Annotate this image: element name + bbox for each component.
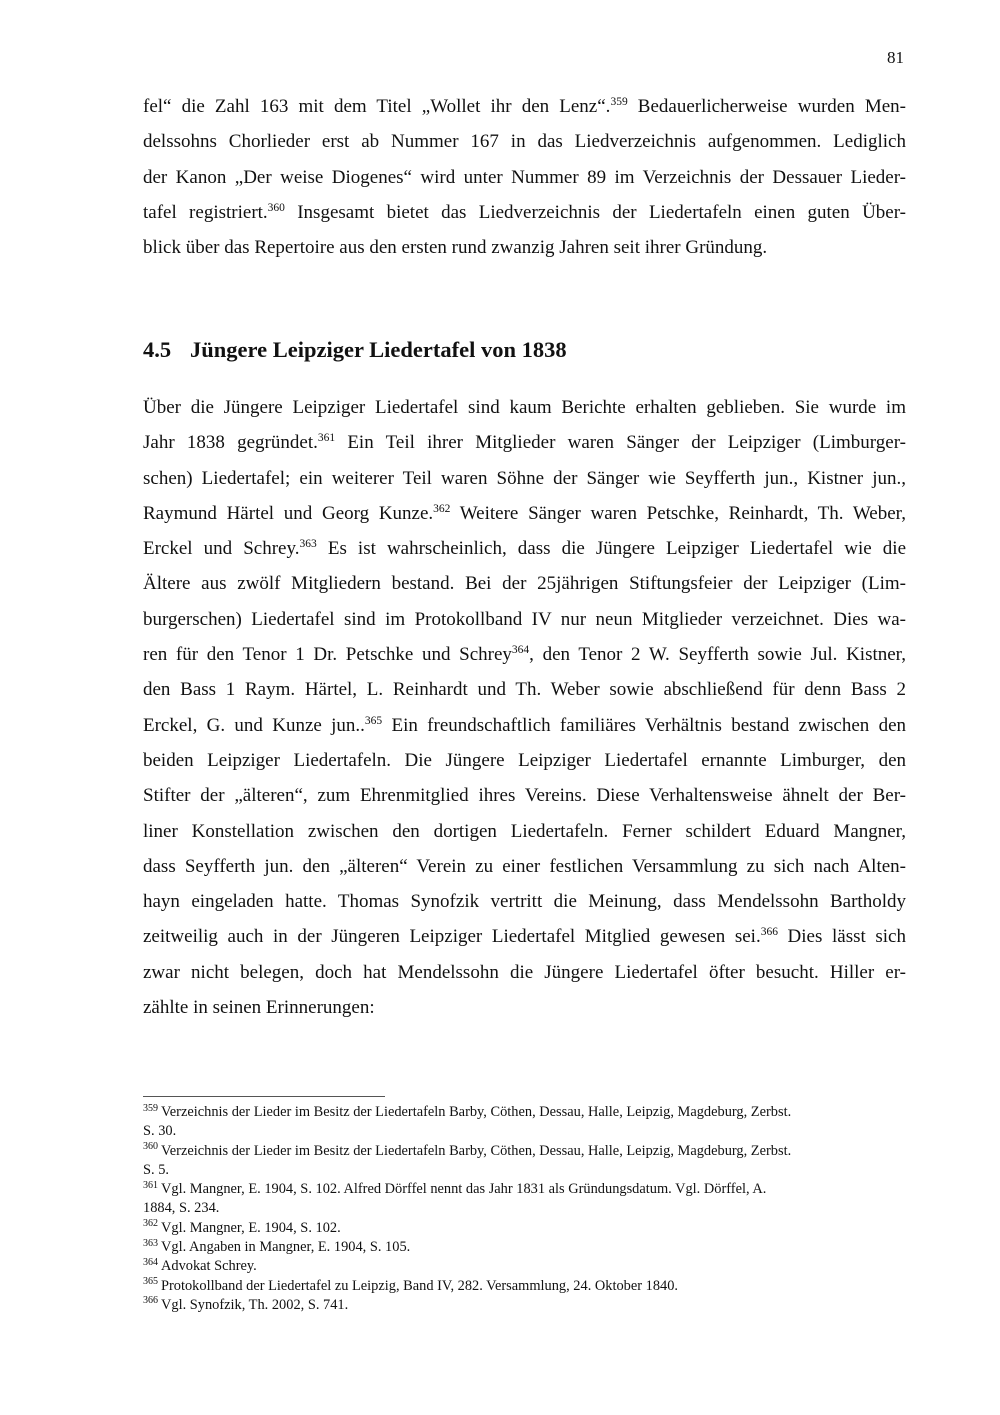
- footnote-line: [143, 1257, 906, 1276]
- text-run: zählte in seinen Erinnerungen:: [143, 997, 375, 1019]
- footnote-line: [143, 1199, 906, 1218]
- text-run: zeitweilig auch in der Jüngeren Leipziger Liedertafel Mitglied gewesen sei.: [143, 926, 761, 948]
- footnote-marker[interactable]: 364: [511, 643, 530, 656]
- text-line: [143, 884, 906, 919]
- text-run: dass Seyfferth jun. den „älteren“ Verein zu einer festlichen Versammlung zu sich nach Alten-: [143, 855, 906, 877]
- paragraph-continuation: [143, 89, 906, 265]
- section-title: Jüngere Leipziger Liedertafel von 1838: [190, 337, 567, 362]
- text-line: [143, 955, 906, 990]
- text-run: Erckel, G. und Kunze jun..: [143, 714, 365, 736]
- text-run: Erckel und Schrey.: [143, 538, 300, 560]
- text-run: burgerschen) Liedertafel sind im Protokollband IV nur neun Mitglieder verzeichnet. Dies wa-: [143, 608, 906, 630]
- footnote-marker[interactable]: 361: [317, 432, 336, 445]
- footnote-text: Verzeichnis der Lieder im Besitz der Liedertafeln Barby, Cöthen, Dessau, Halle, Leipzig, Magdeburg, Zerbst.: [161, 1142, 792, 1159]
- text-line: [143, 602, 906, 637]
- text-run: tafel registriert.: [143, 201, 268, 223]
- footnote-marker[interactable]: 365: [364, 714, 383, 727]
- text-run: blick über das Repertoire aus den ersten rund zwanzig Jahren seit ihrer Gründung.: [143, 237, 768, 259]
- text-run: den Bass 1 Raym. Härtel, L. Reinhardt und Th. Weber sowie abschließend für denn Bass 2: [143, 679, 906, 701]
- footnote-line: [143, 1296, 906, 1315]
- text-line: [143, 919, 906, 954]
- footnote-number: 361: [143, 1179, 158, 1191]
- footnote-text: Verzeichnis der Lieder im Besitz der Liedertafeln Barby, Cöthen, Dessau, Halle, Leipzig, Magdeburg, Zerbst.: [161, 1104, 792, 1120]
- text-run: Ein Teil ihrer Mitglieder waren Sänger der Leipziger (Limburger-: [335, 432, 906, 454]
- footnote-line: [143, 1238, 906, 1257]
- footnote-text: Advokat Schrey.: [161, 1258, 257, 1275]
- text-line: [143, 425, 906, 460]
- footnote-number: 364: [143, 1256, 158, 1268]
- text-line: [143, 743, 906, 778]
- footnote-line: [143, 1277, 906, 1296]
- text-line: [143, 566, 906, 601]
- text-run: Stifter der „älteren“, zum Ehrenmitglied ihres Vereins. Diese Verhaltensweise ähnelt der Ber-: [143, 785, 906, 807]
- footnote-line: [143, 1161, 906, 1180]
- text-line: [143, 849, 906, 884]
- footnote-line: [143, 1103, 906, 1122]
- text-line: [143, 124, 906, 159]
- footnote-line: [143, 1122, 906, 1141]
- footnote-number: 365: [143, 1276, 158, 1288]
- text-line: [143, 708, 906, 743]
- text-run: , den Tenor 2 W. Seyfferth sowie Jul. Kistner,: [529, 644, 906, 666]
- text-run: zwar nicht belegen, doch hat Mendelssohn die Jüngere Liedertafel öfter besucht. Hiller er-: [143, 961, 906, 983]
- footnote-number: 362: [143, 1218, 158, 1230]
- footnote-divider: [143, 1096, 385, 1097]
- footnote-text: Protokollband der Liedertafel zu Leipzig, Band IV, 282. Versammlung, 24. Oktober 1840.: [161, 1277, 679, 1294]
- text-line: [143, 531, 906, 566]
- footnotes: [143, 1103, 906, 1315]
- text-run: schen) Liedertafel; ein weiterer Teil waren Söhne der Sänger wie Seyfferth jun., Kistner jun.,: [143, 467, 906, 489]
- text-run: Weitere Sänger waren Petschke, Reinhardt, Th. Weber,: [450, 502, 906, 524]
- text-line: [143, 89, 906, 124]
- text-line: [143, 195, 906, 230]
- text-line: [143, 390, 906, 425]
- text-line: [143, 990, 906, 1025]
- text-line: [143, 230, 906, 265]
- text-line: [143, 496, 906, 531]
- section-heading: [143, 337, 567, 363]
- footnote-line: [143, 1219, 906, 1238]
- text-line: [143, 160, 906, 195]
- footnote-text: S. 30.: [143, 1123, 177, 1140]
- footnote-marker[interactable]: 360: [267, 201, 285, 214]
- text-run: delssohns Chorlieder erst ab Nummer 167 in das Liedverzeichnis aufgenommen. Lediglich: [143, 131, 906, 153]
- text-run: hayn eingeladen hatte. Thomas Synofzik vertritt die Meinung, dass Mendelssohn Bartholdy: [143, 891, 906, 913]
- text-run: fel“ die Zahl 163 mit dem Titel „Wollet ihr den Lenz“.: [143, 96, 611, 117]
- text-run: beiden Leipziger Liedertafeln. Die Jüngere Leipziger Liedertafel ernannte Limburger, den: [143, 749, 906, 771]
- text-run: Über die Jüngere Leipziger Liedertafel sind kaum Berichte erhalten geblieben. Sie wurde im: [143, 397, 906, 418]
- text-line: [143, 814, 906, 849]
- page-number: 81: [887, 48, 904, 67]
- text-run: Jahr 1838 gegründet.: [143, 432, 318, 454]
- text-run: Ältere aus zwölf Mitgliedern bestand. Bei der 25jährigen Stiftungsfeier der Leipziger (Lim-: [143, 573, 906, 595]
- text-run: der Kanon „Der weise Diogenes“ wird unter Nummer 89 im Verzeichnis der Dessauer Lieder-: [143, 166, 906, 188]
- footnote-number: 363: [143, 1237, 158, 1249]
- text-run: Es ist wahrscheinlich, dass die Jüngere Leipziger Liedertafel wie die: [316, 538, 907, 560]
- text-run: Dies lässt sich: [777, 926, 906, 948]
- footnote-number: 360: [143, 1141, 158, 1153]
- text-run: Ein freundschaftlich familiäres Verhältnis bestand zwischen den: [382, 714, 907, 736]
- footnote-text: 1884, S. 234.: [143, 1200, 220, 1217]
- footnote-line: [143, 1142, 906, 1161]
- text-run: ren für den Tenor 1 Dr. Petschke und Schrey: [143, 644, 512, 666]
- footnote-text: Vgl. Synofzik, Th. 2002, S. 741.: [161, 1296, 349, 1313]
- footnote-marker[interactable]: 363: [299, 538, 317, 551]
- footnote-marker[interactable]: 366: [760, 926, 778, 939]
- footnote-text: Vgl. Mangner, E. 1904, S. 102. Alfred Dörffel nennt das Jahr 1831 als Gründungsdatum. Vgl. Dörffel, A.: [161, 1181, 767, 1198]
- text-run: Raymund Härtel und Georg Kunze.: [143, 502, 434, 524]
- footnote-number: 366: [143, 1295, 158, 1307]
- footnote-marker[interactable]: 359: [610, 95, 628, 108]
- text-run: Insgesamt bietet das Liedverzeichnis der Liedertafeln einen guten Über-: [284, 201, 906, 223]
- text-line: [143, 461, 906, 496]
- footnote-number: 359: [143, 1102, 158, 1114]
- text-line: [143, 637, 906, 672]
- footnote-text: S. 5.: [143, 1161, 169, 1178]
- footnote-text: Vgl. Mangner, E. 1904, S. 102.: [161, 1219, 341, 1236]
- text-line: [143, 778, 906, 813]
- text-run: liner Konstellation zwischen den dortigen Liedertafeln. Ferner schildert Eduard Mangner,: [143, 820, 906, 842]
- paragraph-body: [143, 390, 906, 1025]
- text-line: [143, 672, 906, 707]
- footnote-text: Vgl. Angaben in Mangner, E. 1904, S. 105.: [161, 1239, 411, 1256]
- footnote-line: [143, 1180, 906, 1199]
- footnote-marker[interactable]: 362: [433, 502, 451, 515]
- text-run: Bedauerlicherweise wurden Men-: [627, 96, 906, 117]
- section-number: 4.5: [143, 337, 172, 362]
